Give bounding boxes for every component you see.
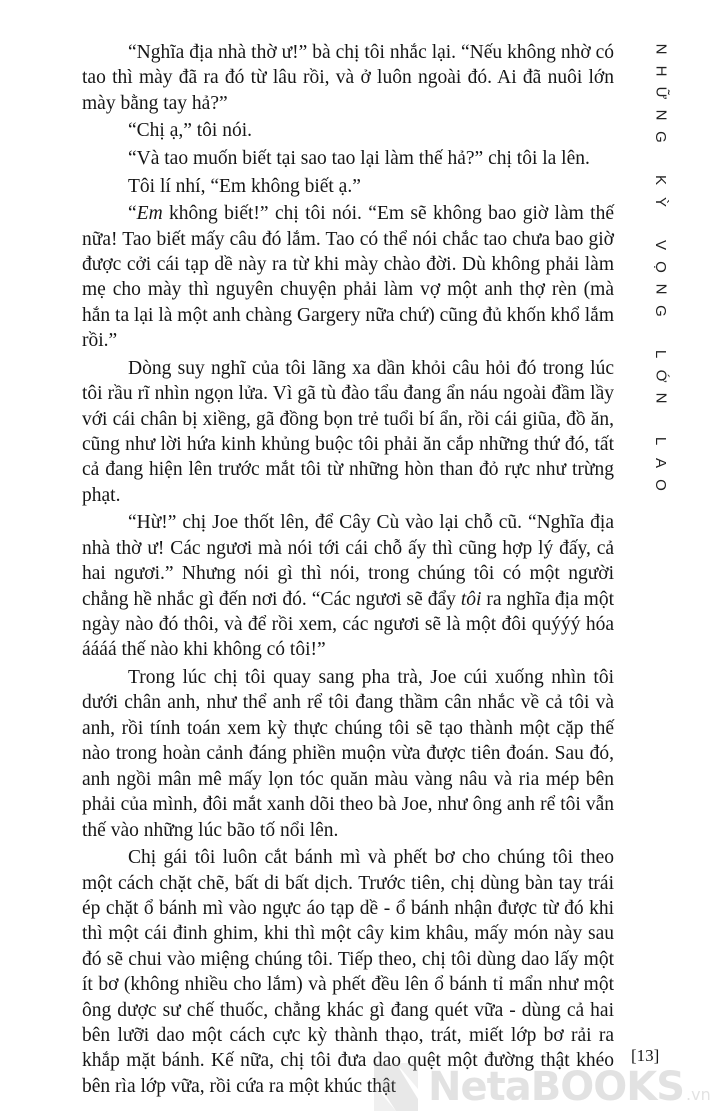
text-run: không biết!” chị tôi nói. “Em sẽ không bao giờ làm thế nữa! Tao biết mấy câu đó lắm. Tao có thể nói chắc tao chưa bao giờ được cởi cái tạp dề này ra từ khi mày chào đời. Dù không phải làm mẹ cho mày thì nguyên chuyện phải làm vợ một anh thợ rèn (mà hắn ta lại là một anh chàng Gargery nữa chứ) cũng đủ khốn khổ lắm rồi.” — [82, 203, 614, 352]
text-run: Dòng suy nghĩ của tôi lãng xa dần khỏi câu hỏi đó trong lúc tôi rầu rĩ nhìn ngọn lửa. Vì gã tù đào tẩu đang ẩn náu ngoài đầm lầy với cái chân bị xiềng, gã đồng bọn trẻ tuổi bí ẩn, rồi cái giũa, đồ ăn, cũng như lời hứa kinh khủng buộc tôi phải ăn cắp những thứ đó, tất cả đang hiện lên trước mắt tôi từ những hòn than đỏ rực như trừng phạt. — [82, 357, 614, 506]
netabooks-logo-icon — [368, 1059, 424, 1115]
italic-run: tôi — [460, 588, 482, 610]
running-title-letter: N — [651, 283, 669, 295]
running-title-letter: A — [651, 457, 669, 469]
text-run: ra nghĩa địa một ngày nào đó thôi, và để rồi xem, các ngươi sẽ là một đôi quýýý hóa áááá thế nào khi không có tôi!” — [82, 588, 614, 661]
running-title-letter: V — [651, 239, 669, 251]
running-title-letter: Ớ — [652, 369, 669, 383]
running-title-letter: N — [652, 43, 669, 55]
text-run: Chị gái tôi luôn cắt bánh mì và phết bơ cho chúng tôi theo một cách chặt chẽ, bất di bất dịch. Trước tiên, chị dùng bàn tay trái ép chặt ổ bánh mì vào ngực áo tạp dề - ổ bánh nhận được từ đó khi thì một cái đinh ghim, khi thì một cây kim khâu, mấy món này sau đó sẽ chui vào miệng chúng tôi. Tiếp theo, chị tôi dùng dao lấy một ít bơ (không nhiều cho lắm) và phết đều lên ổ bánh tỉ mẩn như một ông dược sư chế thuốc, chẳng khác gì đang quét vữa - dùng cả hai bên lưỡi dao một cách cực kỳ thành thạo, trát, miết lớp bơ rải ra khắp mặt bánh. Kế nữa, chị tôi đưa dao quệt một đường thật khéo bên rìa lớp vữa, rồi cứa ra một khúc thật — [82, 847, 614, 1097]
running-title-word — [654, 343, 667, 409]
running-title-letter: L — [651, 436, 669, 446]
running-title-letter: N — [652, 109, 669, 121]
running-title — [646, 38, 674, 517]
watermark-tld: .vn — [686, 1084, 711, 1104]
running-title-letter: K — [651, 174, 669, 186]
paragraph — [82, 146, 614, 171]
running-title-word — [651, 430, 669, 496]
text-run: “Và tao muốn biết tại sao tao lại làm thế hả?” chị tôi la lên. — [128, 148, 590, 169]
page-number: [13] — [631, 1046, 660, 1065]
paragraph — [82, 174, 614, 199]
paragraph — [82, 118, 614, 143]
text-run: Tôi lí nhí, “Em không biết ạ.” — [128, 175, 361, 197]
running-title-letter: H — [652, 65, 669, 77]
running-title-letter: L — [652, 349, 669, 359]
running-title-letter: O — [651, 479, 669, 491]
paragraph — [82, 356, 614, 508]
running-title-word — [651, 169, 669, 213]
running-title-word — [651, 234, 669, 322]
text-run: “Chị ạ,” tôi nói. — [128, 120, 253, 142]
italic-run: Em — [136, 203, 163, 225]
paragraph — [82, 510, 614, 662]
body-text — [82, 40, 614, 1099]
paragraph — [82, 40, 614, 116]
running-title-letter: Ữ — [652, 86, 669, 100]
text-run: “ — [128, 203, 137, 225]
running-title-letter: Ỳ — [651, 196, 669, 208]
running-title-word — [651, 38, 669, 148]
paragraph — [82, 201, 614, 353]
running-title-letter: G — [651, 131, 669, 143]
running-title-letter: G — [651, 305, 669, 317]
paragraph — [82, 665, 614, 843]
watermark-brand: NetaBOOKS — [428, 1064, 685, 1110]
running-title-letter: Ọ — [651, 261, 669, 273]
running-title-letter: N — [652, 392, 669, 404]
text-run: “Nghĩa địa nhà thờ ư!” bà chị tôi nhắc lại. “Nếu không nhờ có tao thì mày đã ra đó từ lâu rồi, và ở luôn ngoài đó. Ai đã nuôi lớn mày bằng tay hả?” — [82, 42, 614, 114]
text-run: “Hừ!” chị Joe thốt lên, để Cây Cù vào lại chỗ cũ. “Nghĩa địa nhà thờ ư! Các ngươi mà nói tới cái chỗ ấy thì cũng hợp lý đấy, cả hai ngươi.” Nhưng nói gì thì nói, trong chúng tôi có một người chẳng hề nhắc gì đến nơi đó. “Các ngươi sẽ đẩy — [82, 512, 614, 610]
watermark — [368, 1058, 711, 1116]
text-run: Trong lúc chị tôi quay sang pha trà, Joe cúi xuống nhìn tôi dưới chân anh, như thể anh rể tôi đang thầm cân nhắc về cả tôi và anh, rồi tính toán xem kỳ thực chúng tôi sẽ tạo thành một cặp thế nào trong hoàn cảnh đáng phiền muộn vừa được tiên đoán. Sau đó, anh ngồi mân mê mấy lọn tóc quăn màu vàng nâu và ria mép bên phải của mình, đôi mắt xanh dõi theo bà Joe, như ông anh rể tôi vẫn thế vào những lúc bão tố nổi lên. — [82, 667, 614, 841]
